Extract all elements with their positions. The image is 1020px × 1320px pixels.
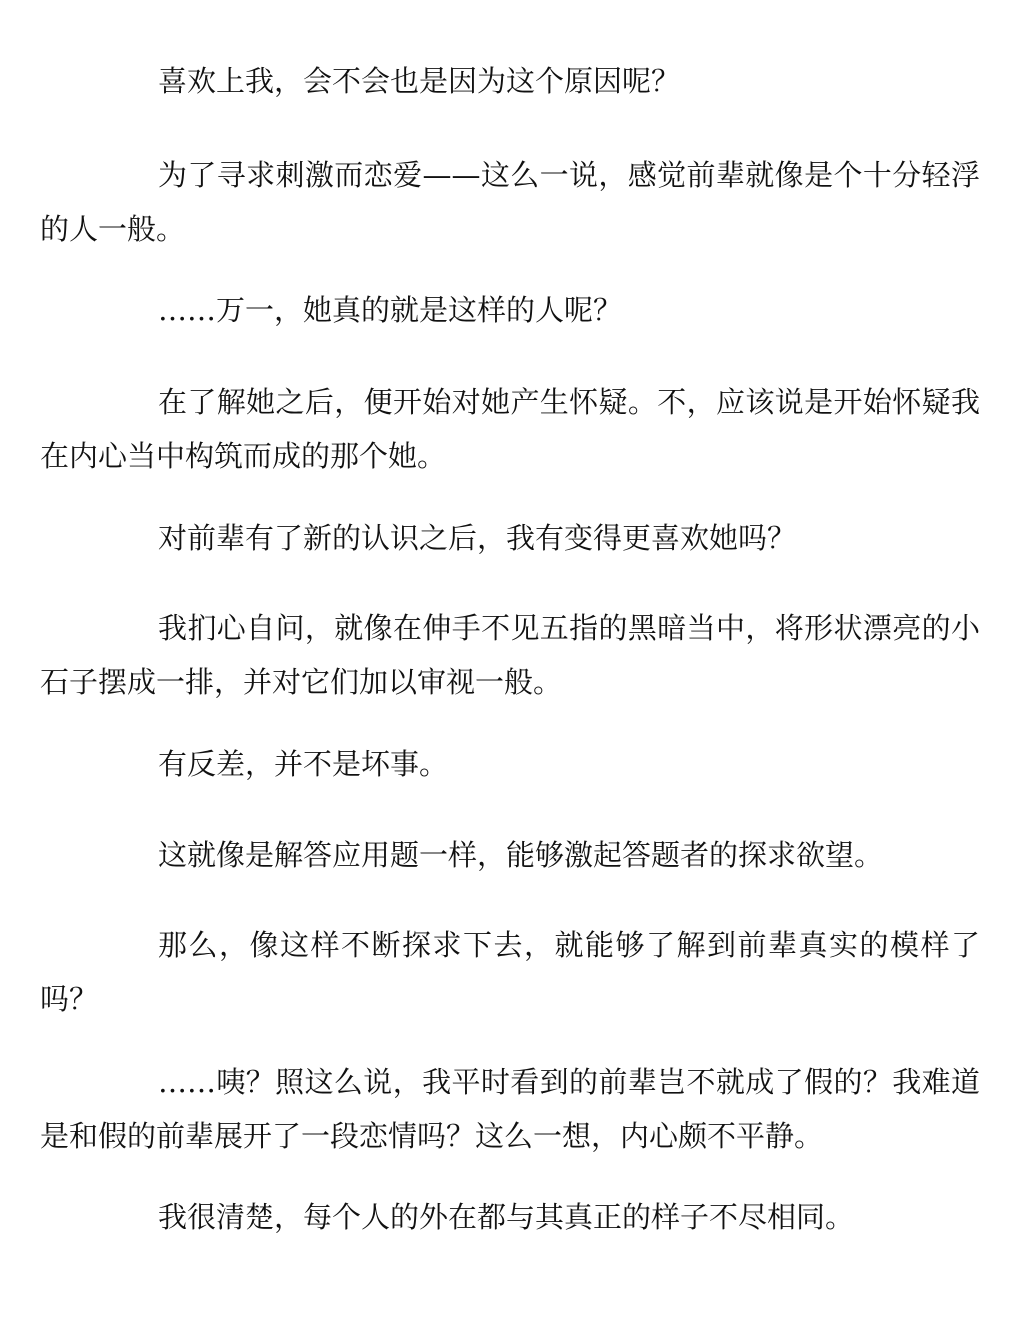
paragraph-3: ……万一，她真的就是这样的人呢？ (158, 293, 623, 327)
paragraph-4: 在了解她之后，便开始对她产生怀疑。不，应该说是开始怀疑我在内心当中构筑而成的那个她。 (40, 385, 980, 473)
paragraph-11: 我很清楚，每个人的外在都与其真正的样子不尽相同。 (158, 1200, 855, 1234)
paragraph-10: ……咦？照这么说，我平时看到的前辈岂不就成了假的？我难道是和假的前辈展开了一段恋情吗？这么一想，内心颇不平静。 (40, 1065, 980, 1153)
paragraph-6: 我扪心自问，就像在伸手不见五指的黑暗当中，将形状漂亮的小石子摆成一排，并对它们加以审视一般。 (40, 611, 980, 699)
paragraph-2: 为了寻求刺激而恋爱——这么一说，感觉前辈就像是个十分轻浮的人一般。 (40, 158, 980, 246)
paragraph-8: 这就像是解答应用题一样，能够激起答题者的探求欲望。 (158, 838, 884, 872)
paragraph-1: 喜欢上我，会不会也是因为这个原因呢？ (158, 64, 681, 98)
paragraph-7: 有反差，并不是坏事。 (158, 747, 449, 781)
paragraph-9: 那么，像这样不断探求下去，就能够了解到前辈真实的模样了吗？ (40, 928, 980, 1016)
paragraph-5: 对前辈有了新的认识之后，我有变得更喜欢她吗？ (158, 521, 797, 555)
